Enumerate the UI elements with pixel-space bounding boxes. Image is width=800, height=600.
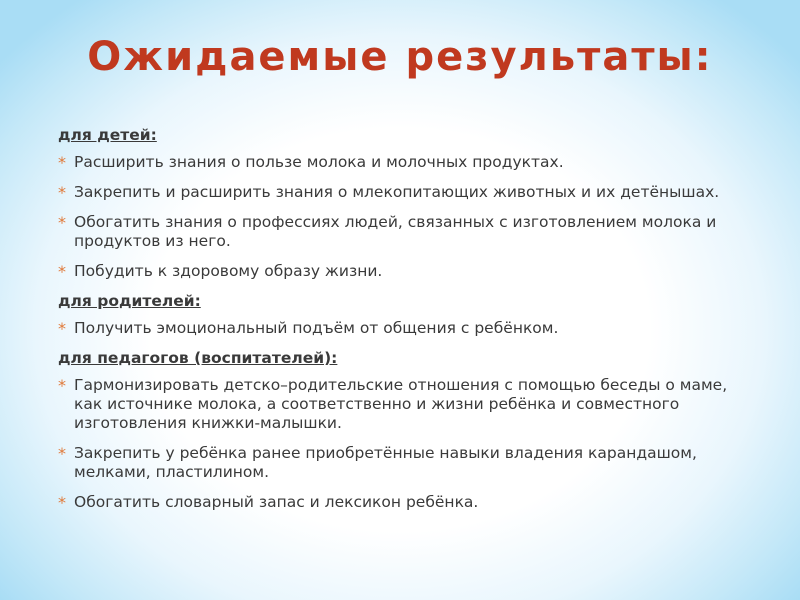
list-item <box>58 153 758 172</box>
bullet-star-icon: * <box>58 262 66 281</box>
list-item-text: Закрепить и расширить знания о млекопитающих животных и их детёнышах. <box>74 183 720 201</box>
bullet-star-icon: * <box>58 183 66 202</box>
list-item <box>58 213 758 251</box>
list-item <box>58 376 758 433</box>
list-item <box>58 262 758 281</box>
list-item <box>58 444 758 482</box>
list-item <box>58 493 758 512</box>
list-item <box>58 183 758 202</box>
bullet-star-icon: * <box>58 153 66 172</box>
bullet-star-icon: * <box>58 376 66 395</box>
list-item-text: Обогатить словарный запас и лексикон ребёнка. <box>74 493 479 511</box>
list-item <box>58 319 758 338</box>
slide-content <box>58 126 758 523</box>
list-item-text: Закрепить у ребёнка ранее приобретённые навыки владения карандашом, мелками, пластилином. <box>74 444 697 481</box>
list-item-text: Побудить к здоровому образу жизни. <box>74 262 383 280</box>
section-heading: для детей: <box>58 126 157 144</box>
bullet-star-icon: * <box>58 493 66 512</box>
list-item-text: Расширить знания о пользе молока и молочных продуктах. <box>74 153 564 171</box>
section-heading: для педагогов (воспитателей): <box>58 349 338 367</box>
section-heading: для родителей: <box>58 292 201 310</box>
bullet-star-icon: * <box>58 444 66 463</box>
section-parents <box>58 292 758 338</box>
list-item-text: Обогатить знания о профессиях людей, связанных с изготовлением молока и продуктов из него. <box>74 213 717 250</box>
slide-title: Ожидаемые результаты: <box>87 34 713 80</box>
list-item-text: Гармонизировать детско–родительские отношения с помощью беседы о маме, как источнике молока, а соответственно и жизни ребёнка и совместного изготовления книжки-малышки. <box>74 376 728 432</box>
list-item-text: Получить эмоциональный подъём от общения с ребёнком. <box>74 319 559 337</box>
bullet-list <box>58 376 758 512</box>
bullet-star-icon: * <box>58 319 66 338</box>
bullet-star-icon: * <box>58 213 66 232</box>
section-teachers <box>58 349 758 512</box>
bullet-list <box>58 153 758 281</box>
section-children <box>58 126 758 281</box>
bullet-list <box>58 319 758 338</box>
